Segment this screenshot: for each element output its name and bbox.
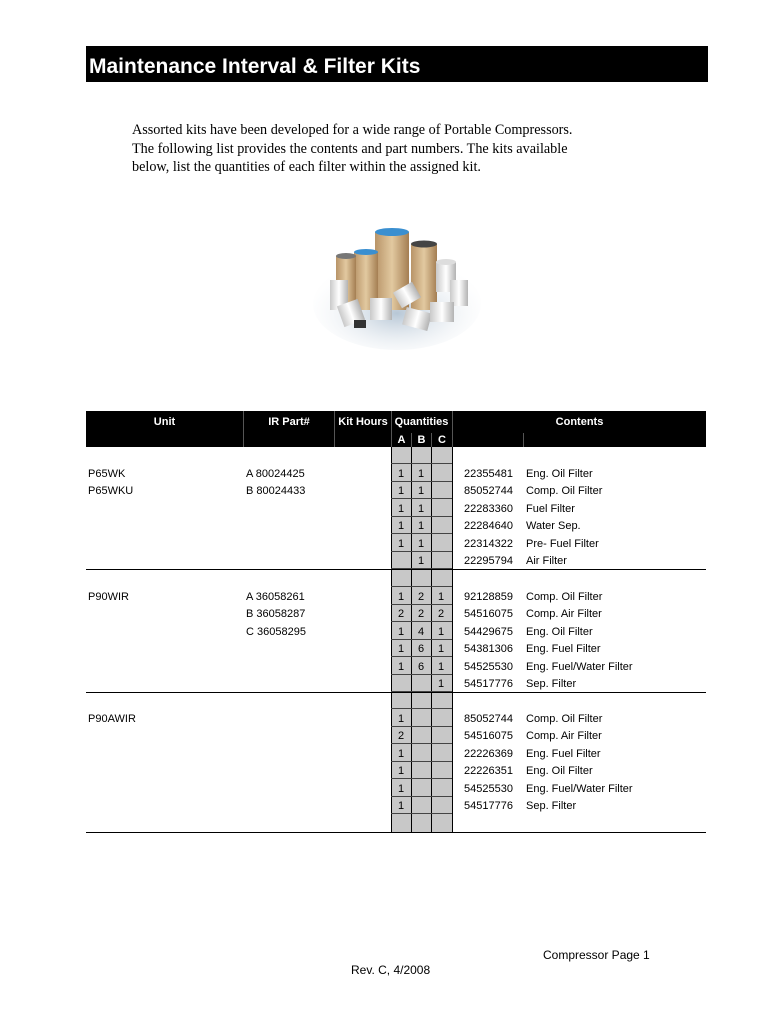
filter-description: Comp. Oil Filter (526, 485, 603, 498)
qty-c: 1 (437, 591, 445, 603)
group-divider (86, 569, 706, 570)
quantity-gridline (391, 796, 452, 797)
ir-part-number: A 36058261 (246, 591, 305, 603)
qty-a: 1 (397, 485, 405, 498)
quantity-gridline (391, 761, 452, 762)
qty-c: 1 (437, 678, 445, 690)
filter-part-number: 85052744 (464, 485, 513, 498)
filter-part-number: 54516075 (464, 730, 513, 743)
filter-description: Comp. Oil Filter (526, 591, 603, 603)
qty-b: 4 (417, 625, 425, 638)
qty-c: 2 (437, 608, 445, 621)
quantity-gridline (391, 586, 452, 587)
intro-line: The following list provides the contents and part numbers. The kits available (132, 140, 568, 157)
filter-description: Fuel Filter (526, 502, 575, 515)
page-title: Maintenance Interval & Filter Kits (89, 55, 421, 78)
quantity-gridline (391, 691, 452, 692)
unit-name: P90AWIR (88, 713, 136, 725)
qty-b: 6 (417, 660, 425, 673)
qty-b: 1 (417, 502, 425, 515)
quantity-gridline (391, 708, 452, 709)
qty-c: 1 (437, 643, 445, 656)
qty-b: 2 (417, 591, 425, 603)
filter-description: Comp. Air Filter (526, 608, 602, 621)
filter-description: Comp. Oil Filter (526, 713, 603, 725)
filter-part-number: 22355481 (464, 468, 513, 480)
quantity-gridline (391, 481, 452, 482)
header-contents: Contents (555, 416, 604, 428)
qty-a: 1 (397, 782, 405, 795)
qty-b: 1 (417, 468, 425, 480)
header-unit: Unit (153, 416, 176, 428)
qty-a: 1 (397, 520, 405, 533)
header-kit-hours: Kit Hours (338, 416, 388, 428)
qty-c: 1 (437, 625, 445, 638)
filter-part-number: 54525530 (464, 782, 513, 795)
filter-part-number: 92128859 (464, 591, 513, 603)
filter-description: Eng. Fuel/Water Filter (526, 660, 633, 673)
qty-a: 1 (397, 713, 405, 725)
qty-a: 2 (397, 730, 405, 743)
qty-b: 1 (417, 537, 425, 550)
quantity-gridline (391, 604, 452, 605)
filter-description: Eng. Oil Filter (526, 625, 593, 638)
header-qty-b: B (417, 434, 426, 446)
filter-part-number: 22283360 (464, 502, 513, 515)
filter-part-number: 54517776 (464, 678, 513, 690)
quantity-gridline (391, 516, 452, 517)
unit-name: P65WKU (88, 485, 134, 498)
filter-part-number: 22295794 (464, 555, 513, 567)
group-divider (86, 692, 706, 693)
ir-part-number: A 80024425 (246, 468, 305, 480)
filter-description: Air Filter (526, 555, 567, 567)
quantity-gridline (391, 621, 452, 622)
qty-a: 1 (397, 625, 405, 638)
quantity-gridline (391, 463, 452, 464)
qty-a: 1 (397, 502, 405, 515)
filter-description: Water Sep. (526, 520, 581, 533)
filter-description: Eng. Fuel Filter (526, 747, 601, 760)
intro-paragraph (132, 121, 692, 177)
filter-description: Sep. Filter (526, 800, 577, 812)
quantity-gridline (391, 743, 452, 744)
ir-part-number: B 80024433 (246, 485, 306, 498)
qty-a: 1 (397, 591, 405, 603)
quantity-gridline (391, 639, 452, 640)
qty-a: 1 (397, 468, 405, 480)
header-qty-a: A (397, 434, 406, 446)
filter-description: Comp. Air Filter (526, 730, 602, 743)
filter-description: Eng. Fuel/Water Filter (526, 782, 633, 795)
qty-a: 1 (397, 765, 405, 778)
header-quantities: Quantities (394, 416, 449, 428)
qty-a: 1 (397, 800, 405, 812)
qty-b: 2 (417, 608, 425, 621)
quantity-gridline (391, 656, 452, 657)
filter-description: Pre- Fuel Filter (526, 537, 599, 550)
ir-part-number: C 36058295 (246, 625, 306, 638)
filter-part-number: 54516075 (464, 608, 513, 621)
ir-part-number: B 36058287 (246, 608, 306, 621)
qty-b: 1 (417, 555, 425, 567)
qty-a: 1 (397, 660, 405, 673)
filter-part-number: 54381306 (464, 643, 513, 656)
qty-a: 1 (397, 643, 405, 656)
filter-assortment-photo (312, 222, 482, 352)
page-number: Compressor Page 1 (543, 948, 650, 962)
filter-description: Sep. Filter (526, 678, 577, 690)
intro-line: below, list the quantities of each filter within the assigned kit. (132, 159, 481, 176)
page-title-bar (86, 46, 708, 82)
quantity-gridline (391, 498, 452, 499)
filter-part-number: 54525530 (464, 660, 513, 673)
quantity-gridline (391, 568, 452, 569)
unit-name: P90WIR (88, 591, 129, 603)
filter-description: Eng. Fuel Filter (526, 643, 601, 656)
quantity-gridline (391, 813, 452, 814)
filter-description: Eng. Oil Filter (526, 765, 593, 778)
qty-b: 6 (417, 643, 425, 656)
unit-name: P65WK (88, 468, 126, 480)
filter-part-number: 54517776 (464, 800, 513, 812)
filter-part-number: 85052744 (464, 713, 513, 725)
filter-part-number: 54429675 (464, 625, 513, 638)
quantity-gridline (391, 533, 452, 534)
qty-b: 1 (417, 520, 425, 533)
qty-c: 1 (437, 660, 445, 673)
qty-b: 1 (417, 485, 425, 498)
filter-description: Eng. Oil Filter (526, 468, 593, 480)
filter-part-number: 22314322 (464, 537, 513, 550)
quantity-gridline (391, 674, 452, 675)
quantity-gridline (391, 778, 452, 779)
qty-a: 1 (397, 537, 405, 550)
header-ir-part: IR Part# (268, 416, 310, 428)
filter-part-number: 22226351 (464, 765, 513, 778)
table-bottom-rule (86, 832, 706, 833)
qty-a: 2 (397, 608, 405, 621)
intro-line: Assorted kits have been developed for a wide range of Portable Compressors. (132, 122, 573, 138)
filter-part-number: 22226369 (464, 747, 513, 760)
quantity-gridline (391, 726, 452, 727)
filter-part-number: 22284640 (464, 520, 513, 533)
qty-a: 1 (397, 747, 405, 760)
header-qty-c: C (438, 434, 446, 446)
quantity-gridline (391, 551, 452, 552)
revision-note: Rev. C, 4/2008 (351, 963, 431, 977)
